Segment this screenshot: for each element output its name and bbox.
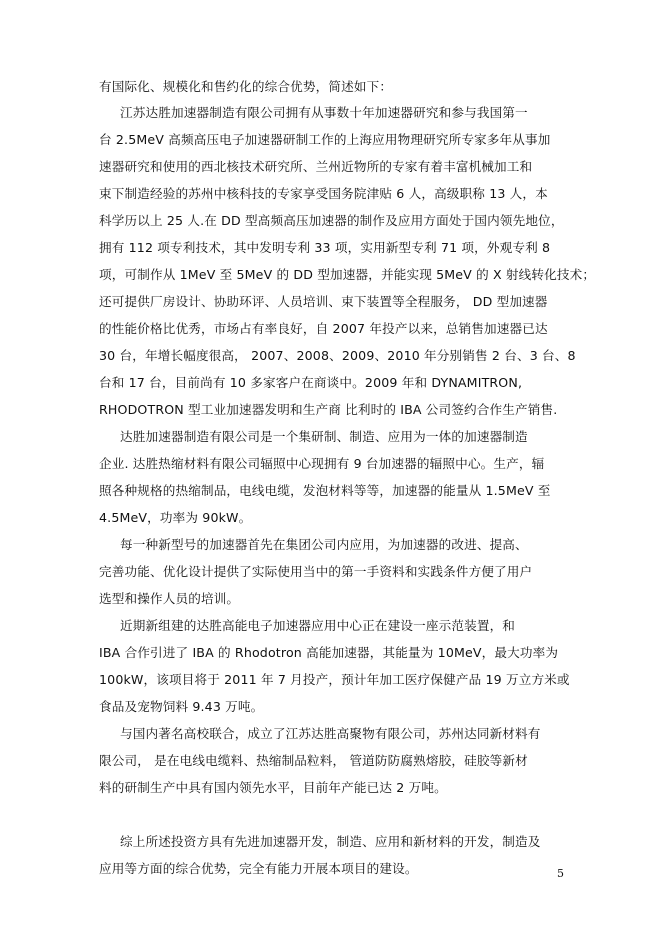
text-line: RHODOTRON 型工业加速器发明和生产商 比利时的 IBA 公司签约合作生产销售. [99,402,558,417]
text-line: 料的研制生产中具有国内领先水平，目前年产能已达 2 万吨。 [99,780,447,795]
text-line: 100kW，该项目将于 2011 年 7 月投产，预计年加工医疗保健产品 19 万立方米或 [99,672,570,687]
text-line: IBA 合作引进了 IBA 的 Rhodotron 高能加速器，其能量为 10MeV，最大功率为 [99,645,559,660]
text-line: 还可提供厂房设计、协助环评、人员培训、束下装置等全程服务， DD 型加速器 [99,294,548,309]
page-number: 5 [557,867,564,880]
text-line: 与国内著名高校联合，成立了江苏达胜高聚物有限公司，苏州达同新材料有 [120,726,541,741]
text-line: 综上所述投资方具有先进加速器开发，制造、应用和新材料的开发，制造及 [120,834,541,849]
text-line: 食品及宠物饲料 9.43 万吨。 [99,699,264,714]
text-line: 选型和操作人员的培训。 [99,591,240,606]
text-line: 30 台，年增长幅度很高， 2007、2008、2009、2010 年分别销售 2 台、3 台、8 [99,348,576,363]
text-line: 束下制造经验的苏州中核科技的专家享受国务院津贴 6 人，高级职称 13 人，本 [99,186,548,201]
text-line: 企业. 达胜热缩材料有限公司辐照中心现拥有 9 台加速器的辐照中心。生产，辐 [99,456,545,471]
text-line: 每一种新型号的加速器首先在集团公司内应用，为加速器的改进、提高、 [120,537,528,552]
text-line: 拥有 112 项专利技术，其中发明专利 33 项，实用新型专利 71 项，外观专利 8 [99,240,551,255]
text-line: 台和 17 台，目前尚有 10 多家客户在商谈中。2009 年和 DYNAMITRON, [99,375,523,390]
text-line: 限公司， 是在电线电缆料、热缩制品粒料， 管道防防腐熟熔胶，硅胶等新材 [99,753,528,768]
text-line: 近期新组建的达胜高能电子加速器应用中心正在建设一座示范装置，和 [120,618,516,633]
text-line: 台 2.5MeV 高频高压电子加速器研制工作的上海应用物理研究所专家多年从事加 [99,132,551,147]
text-line: 有国际化、规模化和售约化的综合优势，简述如下： [99,79,393,94]
text-line: 应用等方面的综合优势，完全有能力开展本项目的建设。 [99,861,418,876]
text-line: 完善功能、优化设计提供了实际使用当中的第一手资料和实践条件方便了用户 [99,564,533,579]
text-line: 照各种规格的热缩制品，电线电缆，发泡材料等等，加速器的能量从 1.5MeV 至 [99,483,551,498]
text-line: 速器研究和使用的西北核技术研究所、兰州近物所的专家有着丰富机械加工和 [99,159,533,174]
text-line: 的性能价格比优秀，市场占有率良好，自 2007 年投产以来，总销售加速器已达 [99,321,548,336]
text-line: 4.5MeV，功率为 90kW。 [99,510,252,525]
text-line: 江苏达胜加速器制造有限公司拥有从事数十年加速器研究和参与我国第一 [120,105,528,120]
text-line: 达胜加速器制造有限公司是一个集研制、制造、应用为一体的加速器制造 [120,429,528,444]
text-line: 科学历以上 25 人.在 DD 型高频高压加速器的制作及应用方面处于国内领先地位， [99,213,564,228]
text-line: 项，可制作从 1MeV 至 5MeV 的 DD 型加速器，并能实现 5MeV 的 X 射线转化技术； [99,267,596,282]
